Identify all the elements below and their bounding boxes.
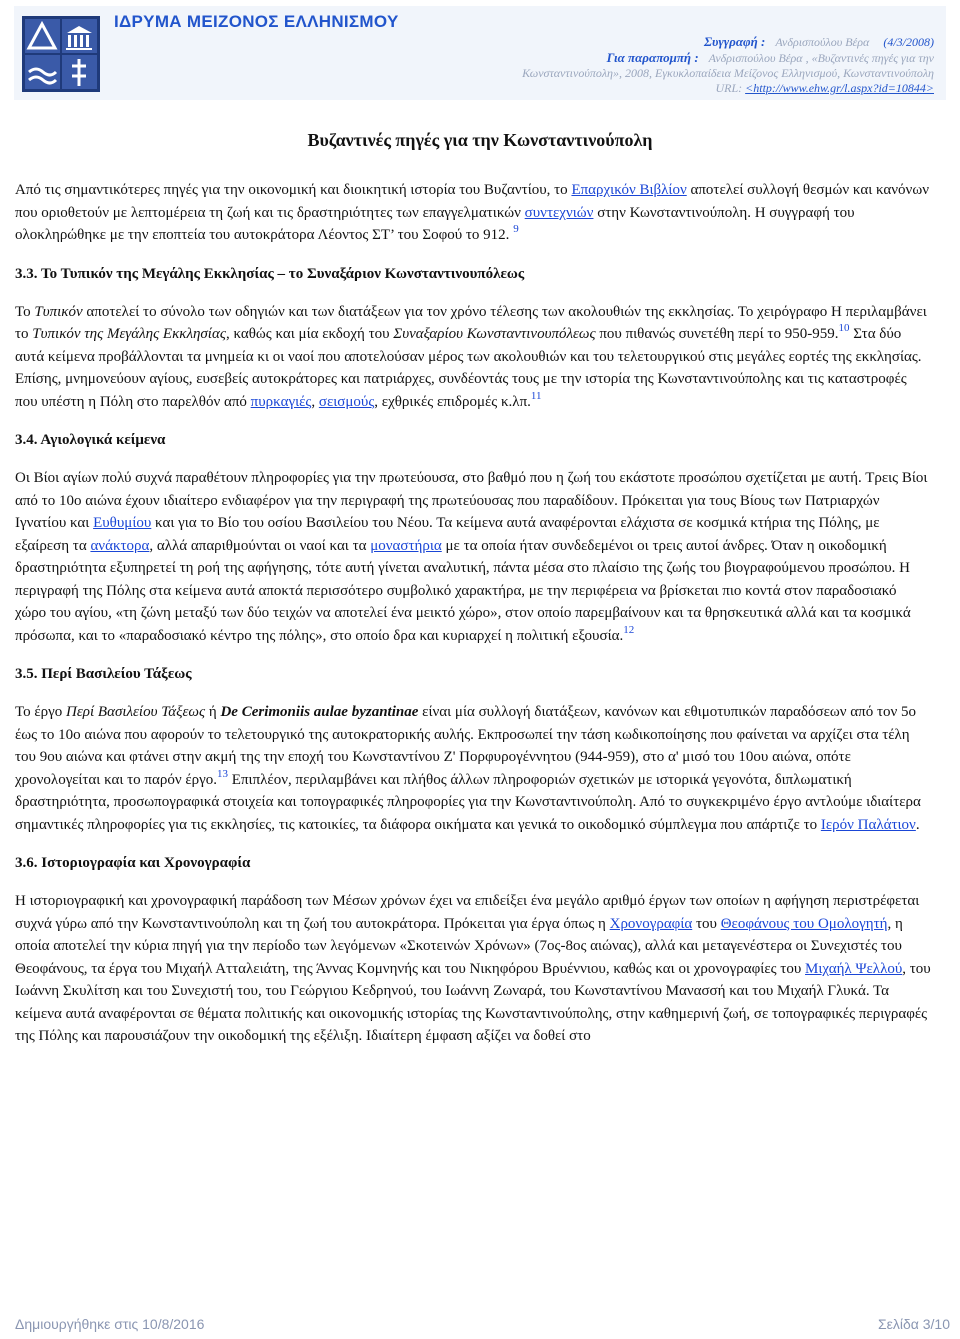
text: στην Κωνσταντινούπολη. Η συγγραφή του ολοκληρώθηκε με την εποπτεία του αυτοκράτορα Λέοντος ΣΤ’ του Σοφού το 912. [15,204,855,243]
text: , η οποία αποτελεί την κύρια πηγή για την περίοδο των λεγόμενων «Σκοτεινών Χρόνων» (7ος-8ος αιώνας), αλλά και μεταγενέστερα οι Συνεχιστές του Θεοφάνους, τα έργα του Μιχαήλ Ατταλειάτη, της Άννας Κομνηνής και του Νικηφόρου Βρυέννιου, καθώς και οι χρονογραφίες του [15,915,903,977]
link-seismoi[interactable]: σεισμούς [318,393,375,410]
foundation-logo-icon [22,16,100,92]
created-date: Δημιουργήθηκε στις 10/8/2016 [15,1316,205,1332]
footnote-ref[interactable]: 12 [623,623,635,636]
paragraph [15,890,931,1048]
citation-block [414,34,934,96]
link-ieron-palation[interactable]: Ιερόν Παλάτιον [820,816,916,833]
link-syntechnies[interactable]: συντεχνιών [524,204,594,221]
paragraph [15,701,931,836]
text: , του Ιωάννη Σκυλίτση και του Συνεχιστή του, του Γεώργιου Κεδρηνού, του Ιωάννη Ζωναρά, του Κωνσταντίνου Μανασσή και του Μιχαήλ Γλυκά. Τα κείμενα αυτά αναφέρονται σε θέματα πολιτικής και οικονομικής ιστορίας της Κωνσταντινούπολης, στην καθημερινή ζωή, σε τοπογραφικές περιγραφές της Πόλης και παρουσιάζουν την οικοδομική της εξέλιξη. Ιδιαίτερη έμφαση αξίζει να δοθεί στο [15,960,931,1044]
text: Από τις σημαντικότερες πηγές για την οικονομική και διοικητική ιστορία του Βυζαντίου, το [15,182,572,198]
date: (4/3/2008) [883,35,934,49]
header [14,6,946,100]
italic-text: Τυπικόν [34,303,83,320]
footnote-ref[interactable]: 13 [217,767,229,780]
link-anaktora[interactable]: ανάκτορα [90,537,150,554]
italic-text: Συναξαρίου Κωνσταντινουπόλεως [393,326,596,342]
link-chronographia[interactable]: Χρονογραφία [609,915,693,932]
text: του [692,915,721,932]
link-theophanes[interactable]: Θεοφάνους του Ομολογητή [720,915,888,932]
text: Το [15,303,35,320]
paragraph [15,301,931,414]
url-label: URL: [715,81,743,95]
main-content [15,179,931,1064]
text: Η ιστοριογραφική και χρονογραφική παράδοση των Μέσων χρόνων έχει να επιδείξει ένα μεγάλο αριθμό έργων των οποίων η αφήγηση περιστρέφεται συχνά γύρω από την Κωνσταντινούπολη και τη ζωή του αυτοκράτορα. Πρόκειται για έργα όπως η [15,893,920,932]
page-number: Σελίδα 3/10 [877,1316,950,1332]
footnote-ref[interactable]: 10 [838,322,850,334]
text: Το έργο [15,704,67,720]
author-label: Συγγραφή : [703,34,766,49]
footnote-ref[interactable]: 9 [513,223,519,235]
text: , καθώς και μία εκδοχή του [225,326,394,342]
link-eparchikon[interactable]: Επαρχικόν Βιβλίον [571,182,687,198]
reference-text-2: Κωνσταντινούπολη», 2008, Εγκυκλοπαίδεια Μείζονος Ελληνισμού, Κωνσταντινούπολη [522,66,934,80]
link-monastiria[interactable]: μοναστήρια [370,537,442,554]
page-title: Βυζαντινές πηγές για την Κωνσταντινούπολη [307,130,653,150]
text: που πιθανώς συνετέθη περί το 950-959. [595,326,839,342]
section-heading: 3.4. Αγιολογικά κείμενα [15,432,166,448]
text: αποτελεί συλλογή θεσμών και κανόνων που οριοθετούν με λεπτομέρεια τη ζωή και τις δραστηριότητες των επαγγελματικών [15,182,929,221]
section-heading: 3.3. Το Τυπικόν της Μεγάλης Εκκλησίας – το Συναξάριον Κωνσταντινουπόλεως [15,265,525,282]
text: με τα οποία ήταν συνδεδεμένοι οι τρεις αυτοί άνδρες. Όταν η οικοδομική δραστηριότητα εξυπηρετεί τη ροή της αφήγησης, τότε αυτή γίνεται αναλυτική, πάντα μέσα στο πλαίσιο της ζωής του βιογραφούμενου προσώπου. Η περιγραφή της Πόλης στα κείμενα αυτά αποκτά περισσότερο συμβολικό χαρακτήρα, με την περιφέρεια να βρίσκεται πιο κοντά στον παραδοσιακό χώρο του αγίου, «τη ζώνη μεταξύ των δύο τειχών να αποτελεί ένα μεικτό χώρο», στον οποίο παρεμβαίνουν και τα θρησκευτικά αλλά και τα κοσμικά πρόσωπα, και το «παραδοσιακό κέντρο της πόλης», στο οποίο δρα και κυριαρχεί η πολιτική εξουσία. [15,537,911,644]
link-euthymios[interactable]: Ευθυμίου [93,515,152,531]
text: είναι μία συλλογή διατάξεων, κανόνων και εθιμοτυπικών παραδόσεων από τον 5ο έως το 10ο αιώνα που αφορούν το τελετουργικό της αυτοκρατορικής αυλής. Εκπροσωπεί την τάση κωδικοποίησης που φαίνεται να αρχίζει στα τέλη του 9ου αιώνα και φτάνει στην ακμή της την εποχή του Κωνσταντίνου Ζ' Πορφυρογέννητου (944-959), στο α' μισό του 10ου αιώνα, οπότε χρονολογείται και το παρόν έργο. [15,704,917,788]
link-pyrkagies[interactable]: πυρκαγιές [250,393,312,410]
text: Οι Βίοι αγίων πολύ συχνά παραθέτουν πληροφορίες για την πρωτεύουσα, στο βαθμό που η ζωή του εκάστοτε προσώπου σχετίζεται με αυτή. Τρεις Βίοι από το 10ο αιώνα έχουν ιδιαίτερο ενδιαφέρον για την περιγραφή της πρωτεύουσας που παραδίδουν. Πρόκειται για τους Βίους των Πατριαρχών Ιγνατίου και [15,470,928,531]
italic-text: Περί Βασιλείου Τάξεως [66,704,206,720]
text: , εχθρικές επιδρομές κ.λπ. [374,393,531,410]
text: αποτελεί το σύνολο των οδηγιών και των διατάξεων για τον χρόνο τέλεσης των ακολουθιών της εκκλησίας. Το χειρόγραφο Η περιλαμβάνει το [15,303,927,342]
text: , αλλά απαριθμούνται οι ναοί και τα [149,537,371,554]
paragraph [15,467,931,647]
text: ή [205,704,221,720]
text: Στα δύο αυτά κείμενα προβάλλονται τα μνημεία κι οι ναοί που αποτελούσαν μέρος των ακολουθιών και του τελετουργικού στις μεγάλες εορτές της εκκλησίας. Επίσης, μνημονεύουν αγίους, ευσεβείς αυτοκράτορες και πατριάρχες, συνδέοντάς τους με την ιστορία της Κωνσταντινούπολης και τις καταστροφές που υπέστη η Πόλη στο παρελθόν από [15,326,922,410]
link-psellos[interactable]: Μιχαήλ Ψελλού [805,960,903,977]
text: , [311,393,319,410]
section-heading: 3.5. Περί Βασιλείου Τάξεως [15,666,192,682]
foundation-name: ΙΔΡΥΜΑ ΜΕΙΖΟΝΟΣ ΕΛΛΗΝΙΣΜΟΥ [114,12,399,31]
text: και για το Βίο του οσίου Βασιλείου του Νέου. Τα κείμενα αυτά αναφέρονται ελάχιστα σε κοσμικά κτήρια της Πόλης, με εξαίρεση τα [15,515,880,554]
author-value: Ανδρισπούλου Βέρα [775,35,870,49]
section-heading: 3.6. Ιστοριογραφία και Χρονογραφία [15,855,251,871]
text: Επιπλέον, περιλαμβάνει και πλήθος άλλων πληροφοριών σχετικών με ιστορικά γεγονότα, διπλωματική δραστηριότητα, προσωπογραφικά στοιχεία και τοπογραφικές πληροφορίες για την Κωνσταντινούπολη. Από το συγκεκριμένο έργο αντλούμε ιδιαίτερα σημαντικές πληροφορίες για τις εκκλησίες, τις κατοικίες, τα διάφορα οικήματα και γενικά το οικοδομικό σύμπλεγμα που απάρτιζε το [15,771,921,833]
url-link[interactable]: <http://www.ehw.gr/l.aspx?id=10844> [745,81,934,95]
italic-text: De Cerimoniis aulae byzantinae [220,704,419,720]
text: . [915,816,920,833]
footnote-ref[interactable]: 11 [530,389,542,402]
paragraph [15,179,931,247]
reference-text-1: Ανδρισπούλου Βέρα , «Βυζαντινές πηγές για την [708,51,934,65]
italic-text: Τυπικόν της Μεγάλης Εκκλησίας [32,326,226,342]
reference-label: Για παραπομπή : [606,50,699,65]
